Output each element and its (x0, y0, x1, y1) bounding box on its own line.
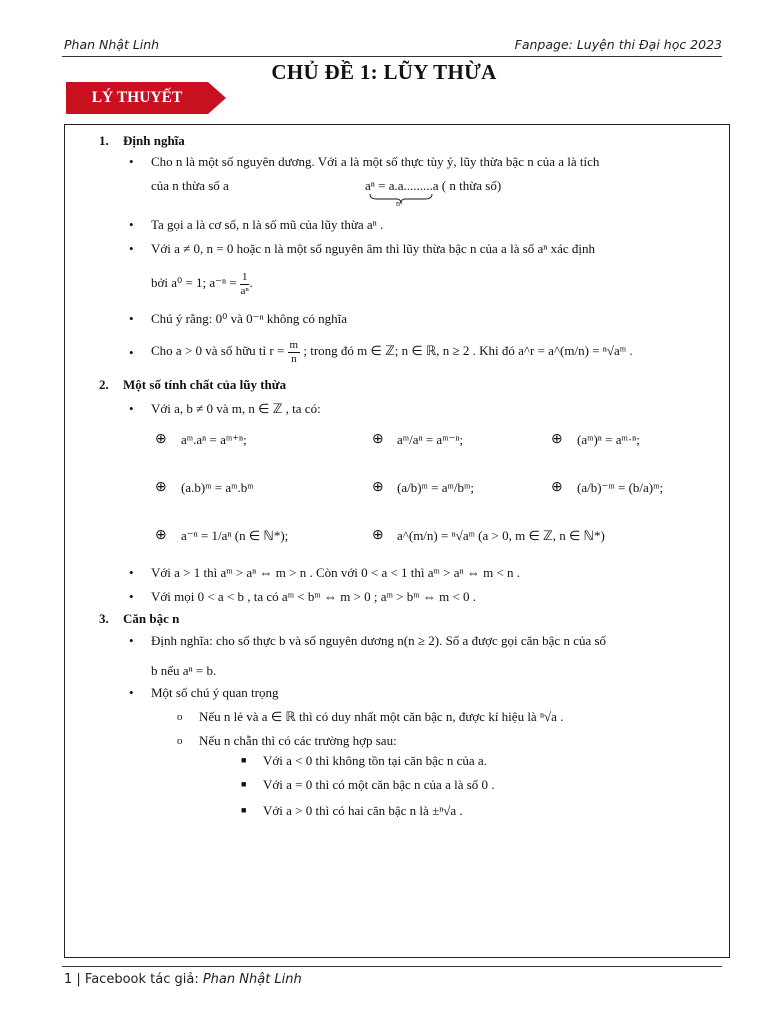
section-tag (66, 82, 226, 114)
circled-plus-icon: ⊕ (551, 432, 563, 447)
prop-4: (a.b)ᵐ = aᵐ.bᵐ (181, 480, 254, 495)
header-divider (62, 56, 722, 57)
fraction-denominator: aⁿ (240, 284, 249, 297)
page-title: CHỦ ĐỀ 1: LŨY THỪA (271, 60, 497, 84)
prop-2: aᵐ/aⁿ = aᵐ⁻ⁿ; (397, 432, 464, 447)
circled-plus-icon: ⊕ (372, 528, 384, 543)
underbrace-icon (369, 193, 433, 207)
s2-b2: Với a > 1 thì aᵐ > aⁿ ⇔ m > n . Còn với 0 < a < 1 thì aᵐ > aⁿ ⇔ m < n . (151, 565, 521, 580)
s1-b5 (151, 339, 633, 365)
s1-b5-tail: ; trong đó m ∈ ℤ; n ∈ ℝ, n ≥ 2 . Khi đó a^r = a^(m/n) = ⁿ√aᵐ . (303, 343, 633, 359)
circled-plus-icon: ⊕ (551, 480, 563, 495)
bullet-icon: • (129, 589, 134, 604)
bullet-icon: • (129, 241, 134, 256)
s1-b3-line2: bởi a⁰ = 1; a⁻ⁿ = $\frac{1}{\text{aⁿ}}$ . (151, 271, 253, 297)
page-number: 1 (64, 972, 73, 987)
s1-b1-under: n (396, 199, 400, 208)
bullet-icon: • (129, 401, 134, 416)
s1-b2: Ta gọi a là cơ số, n là số mũ của lũy thừa aⁿ . (151, 217, 384, 232)
content-box (64, 124, 730, 958)
s1-b1-line1: Cho n là một số nguyên dương. Với a là một số thực tùy ý, lũy thừa bậc n của a là tích (151, 154, 600, 169)
s3-sq1: Với a < 0 thì không tồn tại căn bậc n của a. (263, 753, 487, 768)
prop-3: (aᵐ)ⁿ = aᵐ·ⁿ; (577, 432, 640, 447)
bullet-icon: • (129, 685, 134, 700)
s1-b5-text: Cho a > 0 và số hữu tỉ r = (151, 343, 285, 359)
s3-b1-line1: Định nghĩa: cho số thực b và số nguyên dương n(n ≥ 2). Số a được gọi căn bậc n của số (151, 633, 607, 648)
bullet-icon: • (129, 345, 134, 360)
prop-6: (a/b)⁻ᵐ = (b/a)ᵐ; (577, 480, 664, 495)
fraction-numerator: m (289, 339, 299, 351)
footer (64, 972, 302, 987)
prop-8: a^(m/n) = ⁿ√aᵐ (a > 0, m ∈ ℤ, n ∈ ℕ*) (397, 528, 605, 543)
s1-b3-line1: Với a ≠ 0, n = 0 hoặc n là một số nguyên âm thì lũy thừa bậc n của a là số aⁿ xác định (151, 241, 596, 256)
circle-bullet-icon: o (177, 711, 183, 723)
header-author: Phan Nhật Linh (64, 37, 160, 52)
s3-b1-line2: b nếu aⁿ = b. (151, 663, 217, 678)
s3-b2: Một số chú ý quan trọng (151, 685, 279, 700)
s2-intro: Với a, b ≠ 0 và m, n ∈ ℤ , ta có: (151, 401, 321, 416)
prop-5: (a/b)ᵐ = aᵐ/bᵐ; (397, 480, 474, 495)
bullet-icon: • (129, 633, 134, 648)
section-2-number: 2. (99, 377, 109, 392)
section-3-title: Căn bậc n (123, 611, 180, 626)
square-bullet-icon: ■ (241, 805, 247, 815)
bullet-icon: • (129, 565, 134, 580)
bullet-icon: • (129, 154, 134, 169)
s3-o1: Nếu n lẻ và a ∈ ℝ thì có duy nhất một căn bậc n, được kí hiệu là ⁿ√a . (199, 709, 564, 724)
fraction (288, 339, 301, 365)
s3-sq3: Với a > 0 thì có hai căn bậc n là ±ⁿ√a . (263, 803, 463, 818)
circled-plus-icon: ⊕ (155, 480, 167, 495)
footer-divider (62, 966, 722, 967)
s1-b1-formula: aⁿ = a.a.........a ( n thừa số) (365, 178, 502, 193)
s1-b3-line2-text: bởi a⁰ = 1; a⁻ⁿ = (151, 275, 237, 291)
fraction-denominator: n (291, 352, 297, 365)
footer-author-link[interactable]: Phan Nhật Linh (202, 972, 302, 987)
s2-b3: Với mọi 0 < a < b , ta có aᵐ < bᵐ ⇔ m > 0 ; aᵐ > bᵐ ⇔ m < 0 . (151, 589, 477, 604)
circled-plus-icon: ⊕ (372, 432, 384, 447)
prop-7: a⁻ⁿ = 1/aⁿ (n ∈ ℕ*); (181, 528, 289, 543)
circle-bullet-icon: o (177, 735, 183, 747)
section-2-title: Một số tính chất của lũy thừa (123, 377, 287, 392)
square-bullet-icon: ■ (241, 755, 247, 765)
circled-plus-icon: ⊕ (372, 480, 384, 495)
header-fanpage: Fanpage: Luyện thi Đại học 2023 (514, 37, 722, 52)
section-1-number: 1. (99, 133, 109, 148)
square-bullet-icon: ■ (241, 779, 247, 789)
footer-label: | Facebook tác giả: (76, 972, 199, 987)
bullet-icon: • (129, 311, 134, 326)
circled-plus-icon: ⊕ (155, 528, 167, 543)
bullet-icon: • (129, 217, 134, 232)
section-3-number: 3. (99, 611, 109, 626)
prop-1: aᵐ.aⁿ = aᵐ⁺ⁿ; (181, 432, 247, 447)
s3-o2: Nếu n chẵn thì có các trường hợp sau: (199, 733, 397, 748)
fraction-numerator: 1 (241, 271, 248, 283)
section-1-title: Định nghĩa (123, 133, 185, 148)
s1-b4: Chú ý rằng: 0⁰ và 0⁻ⁿ không có nghĩa (151, 311, 347, 326)
s3-sq2: Với a = 0 thì có một căn bậc n của a là số 0 . (263, 777, 495, 792)
circled-plus-icon: ⊕ (155, 432, 167, 447)
s1-b1-line2: của n thừa số a (151, 178, 229, 193)
fraction (240, 271, 250, 297)
section-tag-label: LÝ THUYẾT (91, 89, 183, 106)
